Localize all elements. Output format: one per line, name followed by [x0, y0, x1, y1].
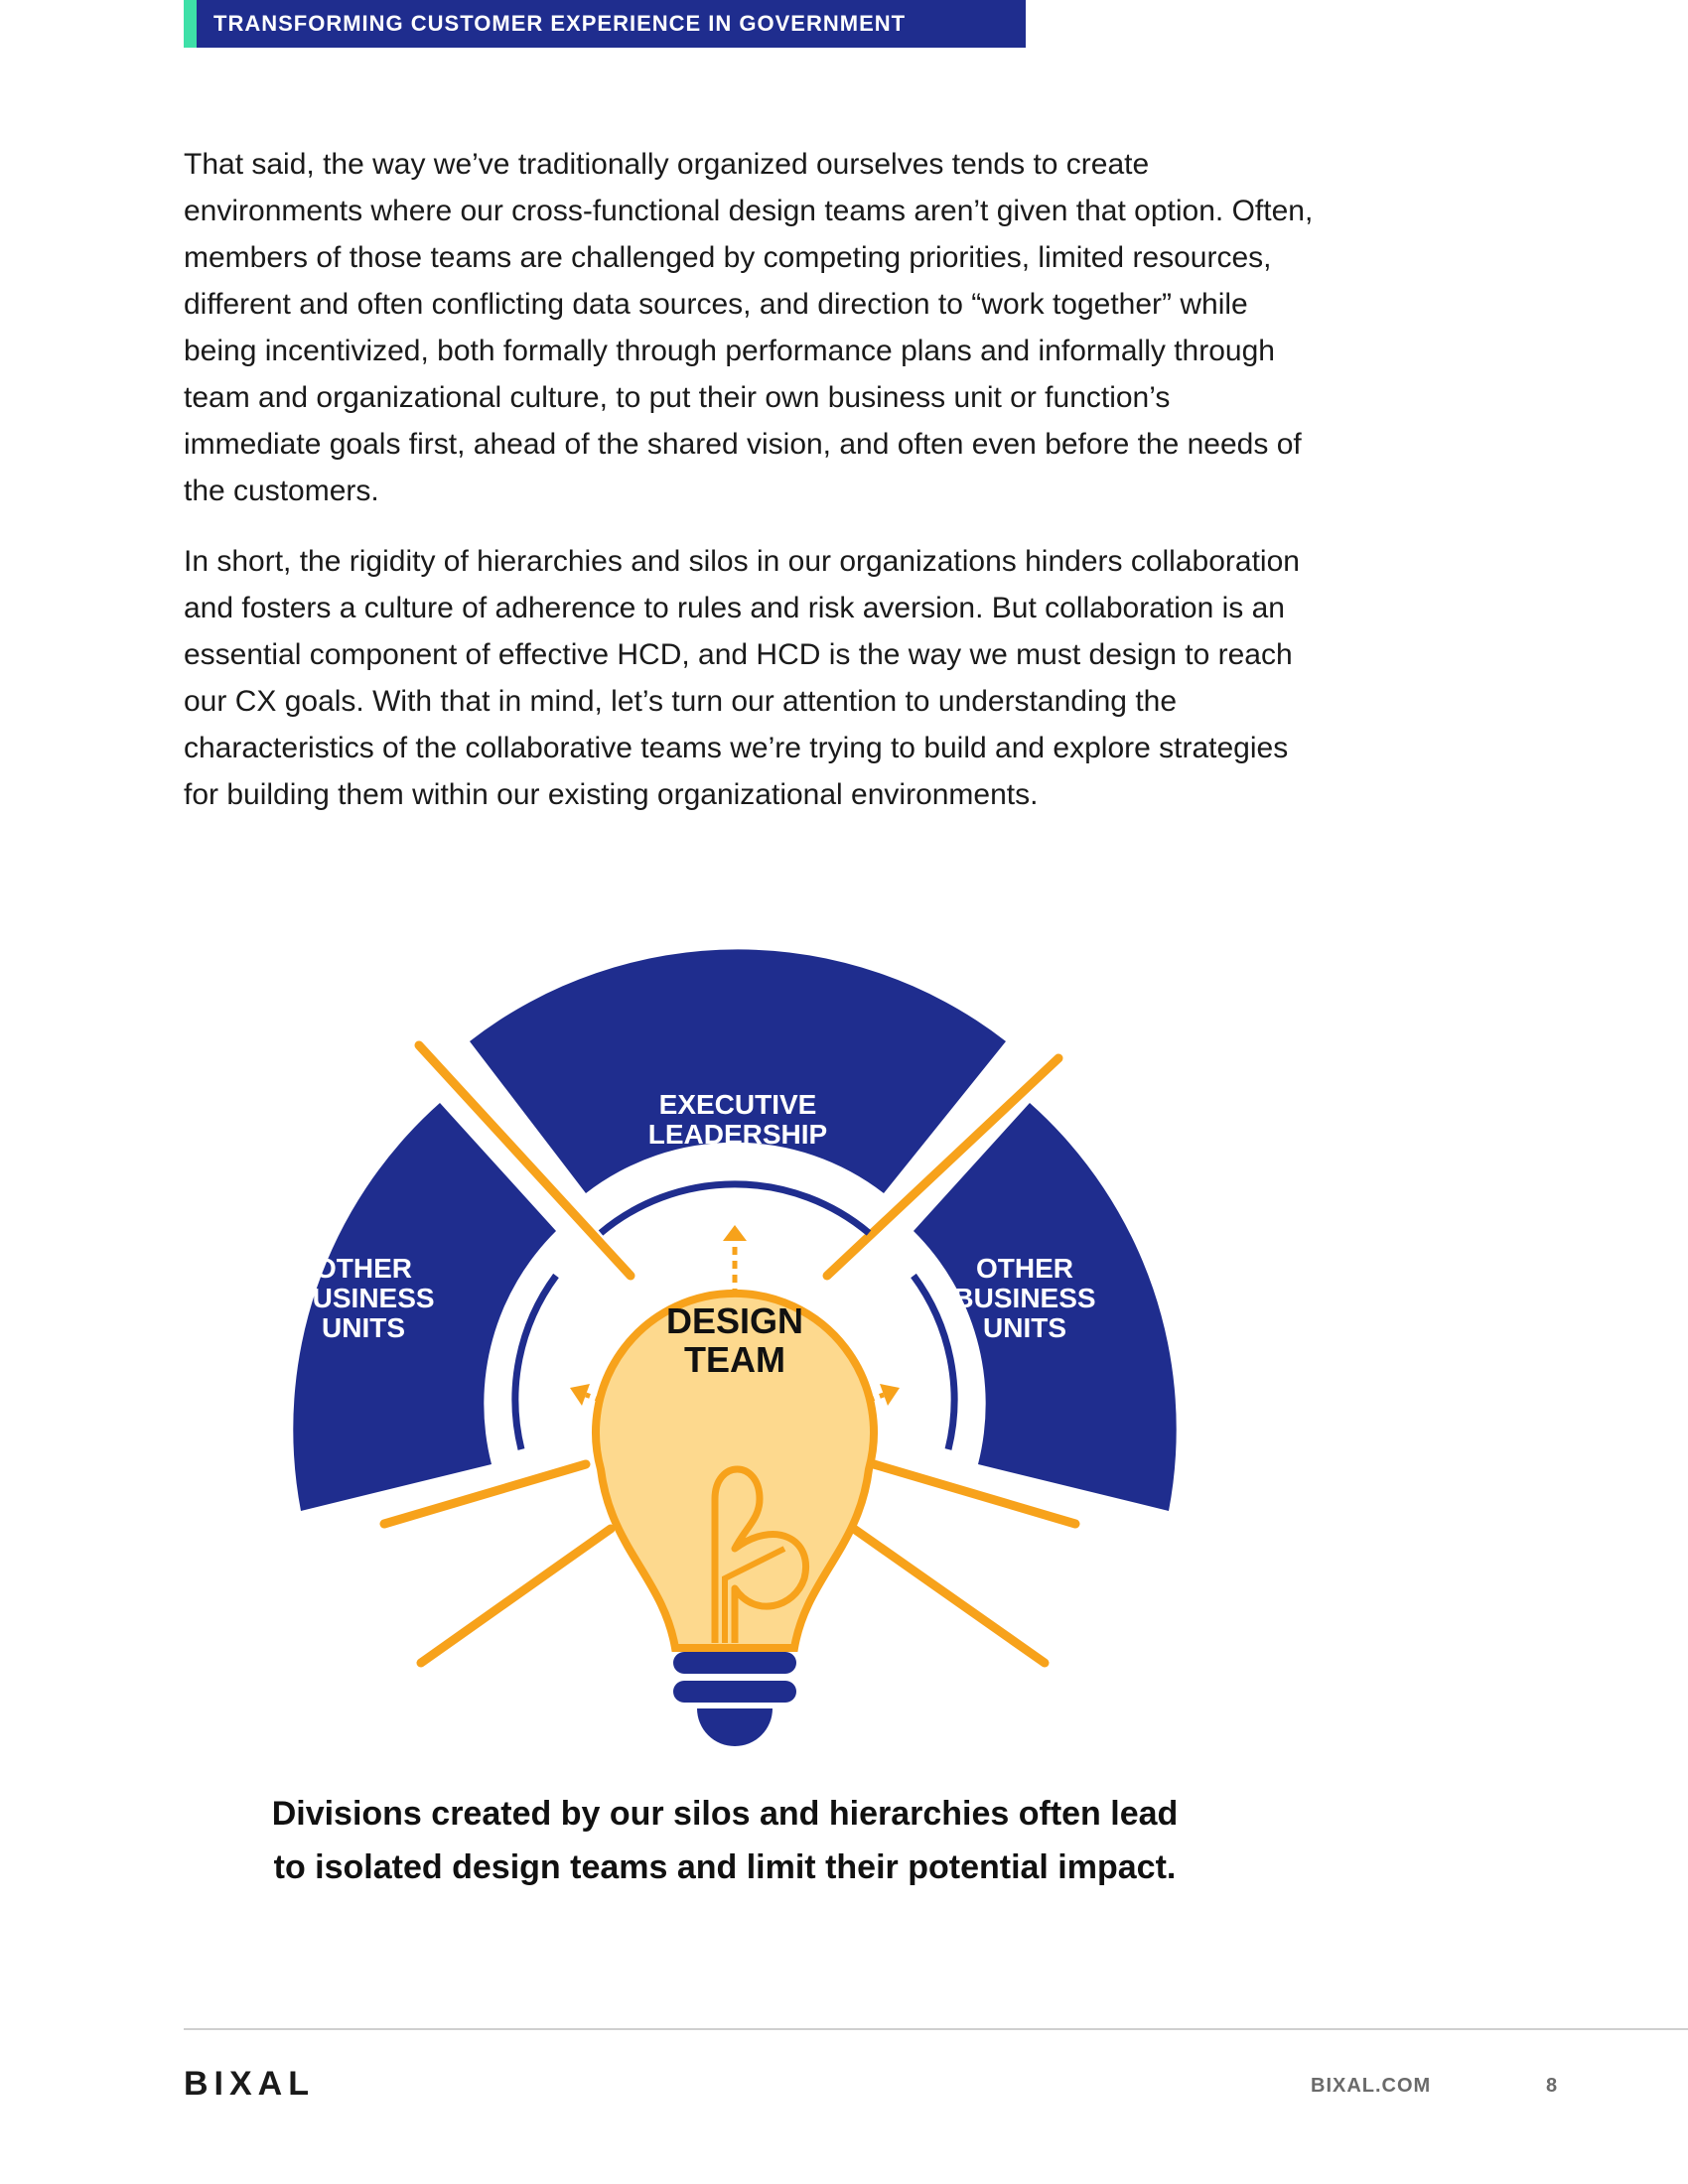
label-design-1: DESIGN	[665, 1300, 804, 1341]
footer-logo: BIXAL	[184, 2065, 315, 2103]
arrow-up-head	[723, 1225, 747, 1241]
label-left-1: OTHER	[315, 1253, 412, 1284]
footer-divider	[184, 2028, 1688, 2030]
header-title-bar	[184, 0, 1026, 48]
paragraph-1: That said, the way we’ve traditionally organized ourselves tends to create environments where our cross-functional design teams aren’t given that option. Often, members of those teams are challenged by competing priorities, limited resources, different and often conflicting data sources, and direction to “work together” while being incentivized, both formally through performance plans and informally through team and organizational culture, to put their own business unit or function’s immediate goals first, ahead of the shared vision, and often even before the needs of the customers.	[184, 148, 1314, 507]
label-right-2: BUSINESS	[953, 1283, 1096, 1313]
caption-line-2: to isolated design teams and limit their potential impact.	[273, 1848, 1177, 1886]
bulb-base-tip	[697, 1708, 773, 1746]
footer-url[interactable]: BIXAL.COM	[1311, 2075, 1432, 2097]
label-right-3: UNITS	[983, 1312, 1066, 1343]
label-design-2: TEAM	[684, 1339, 785, 1380]
diagram-caption	[199, 1787, 1251, 1894]
bulb-base-band-2	[673, 1681, 796, 1703]
label-executive-1: EXECUTIVE	[658, 1089, 817, 1120]
label-left-3: UNITS	[322, 1312, 405, 1343]
header-accent-stripe	[184, 0, 197, 48]
paragraph-2: In short, the rigidity of hierarchies and silos in our organizations hinders collaboration and fosters a culture of adherence to rules and risk aversion. But collaboration is an essential component of effective HCD, and HCD is the way we must design to reach our CX goals. With that in mind, let’s turn our attention to understanding the characteristics of the collaborative teams we’re trying to build and explore strategies for building them within our existing organizational environments.	[184, 545, 1300, 811]
label-left-2: BUSINESS	[292, 1283, 435, 1313]
caption-line-1: Divisions created by our silos and hierarchies often lead	[271, 1795, 1179, 1833]
ray-low-right	[854, 1529, 1045, 1663]
bulb-base-band-1	[673, 1652, 796, 1674]
label-executive-2: LEADERSHIP	[647, 1119, 828, 1150]
ray-low-left	[421, 1529, 611, 1663]
header-title: TRANSFORMING CUSTOMER EXPERIENCE IN GOVERNMENT	[213, 11, 907, 36]
inner-arc-left	[515, 1276, 556, 1449]
diagram-svg	[258, 943, 1211, 1767]
label-right-1: OTHER	[976, 1253, 1073, 1284]
page-number: 8	[1546, 2075, 1558, 2097]
design-team-diagram	[258, 943, 1211, 1767]
inner-arc-right	[914, 1276, 954, 1449]
sector-executive-leadership	[470, 949, 1006, 1193]
body-text	[184, 141, 1316, 842]
